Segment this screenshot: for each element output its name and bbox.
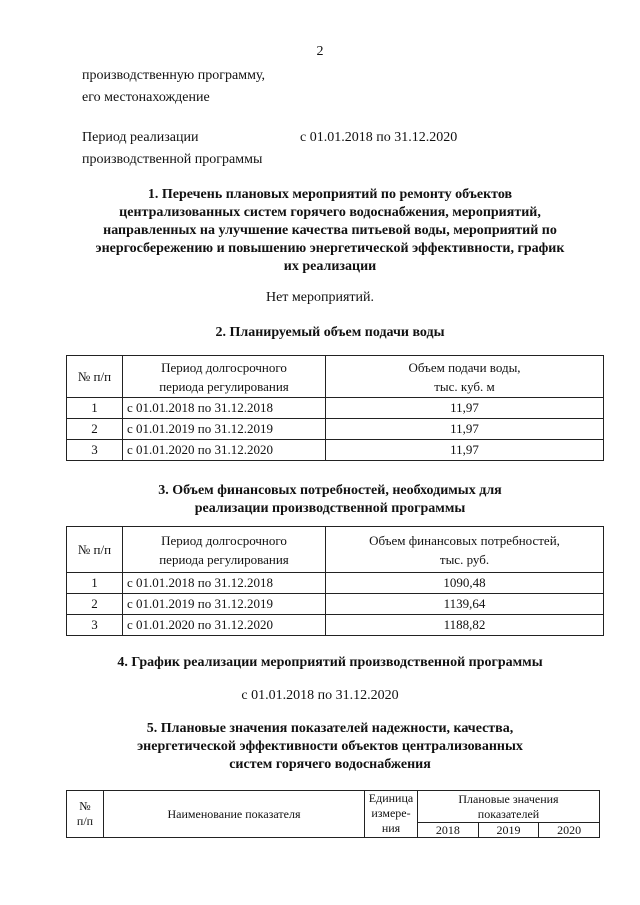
row-value: 1188,82 <box>326 615 604 636</box>
row-num: 1 <box>67 573 123 594</box>
header-num <box>67 791 104 838</box>
header-period-line: Период долгосрочного <box>161 532 287 548</box>
section1-note: Нет мероприятий. <box>265 290 375 305</box>
section5-title-line: систем горячего водоснабжения <box>229 757 431 772</box>
row-value: 1090,48 <box>326 573 604 594</box>
row-num: 3 <box>67 440 123 461</box>
section3-title-line: реализации производственной программы <box>194 501 466 516</box>
header-planned-line: Плановые значения <box>458 791 559 806</box>
header-unit-line: измере- <box>371 806 411 820</box>
row-num: 3 <box>67 615 123 636</box>
section5-title-line: 5. Плановые значения показателей надежности, качества, <box>146 721 514 736</box>
row-value: 11,97 <box>326 419 604 440</box>
header-value-line: Объем финансовых потребностей, <box>369 532 560 548</box>
row-value: 1139,64 <box>326 594 604 615</box>
header-period-line: периода регулирования <box>159 378 289 394</box>
header-num: № п/п <box>67 356 123 398</box>
header-period <box>123 356 326 398</box>
header-value-line: тыс. руб. <box>439 551 490 567</box>
indicators-table <box>66 790 600 838</box>
page-number: 2 <box>316 44 324 59</box>
header-value-line: Объем подачи воды, <box>408 359 521 375</box>
section1-title-line: направленных на улучшение качества питьевой воды, мероприятий по <box>103 223 557 238</box>
header-num-line: п/п <box>76 814 94 828</box>
header-num: № п/п <box>67 527 123 573</box>
header-unit <box>365 791 418 838</box>
row-period: с 01.01.2018 по 31.12.2018 <box>123 573 326 594</box>
section1-title <box>60 186 600 276</box>
section5-title-line: энергетической эффективности объектов централизованных <box>137 739 523 754</box>
period-label-2: производственной программы <box>82 152 263 167</box>
row-num: 1 <box>67 398 123 419</box>
header-value-line: тыс. куб. м <box>434 378 495 394</box>
row-period: с 01.01.2019 по 31.12.2019 <box>123 594 326 615</box>
header-indicator-name: Наименование показателя <box>104 791 365 838</box>
table-row <box>67 419 604 440</box>
intro-line-2: его местонахождение <box>82 90 210 105</box>
water-volume-table <box>66 355 604 461</box>
row-num: 2 <box>67 419 123 440</box>
section1-title-line: централизованных систем горячего водоснабжения, мероприятий, <box>119 205 541 220</box>
header-num-line: № <box>79 799 91 813</box>
period-value: с 01.01.2018 по 31.12.2020 <box>300 130 458 145</box>
table-row <box>67 594 604 615</box>
row-num: 2 <box>67 594 123 615</box>
section5-title <box>60 720 600 774</box>
header-unit-line: Единица <box>368 791 414 805</box>
table-row <box>67 573 604 594</box>
section3-title <box>60 482 600 518</box>
table-row <box>67 615 604 636</box>
header-year: 2020 <box>539 823 600 838</box>
row-period: с 01.01.2020 по 31.12.2020 <box>123 440 326 461</box>
section2-title: 2. Планируемый объем подачи воды <box>215 325 445 340</box>
table-header-row <box>67 791 600 823</box>
section1-title-line: их реализации <box>283 259 377 274</box>
table-header-row <box>67 356 604 398</box>
section1-title-line: 1. Перечень плановых мероприятий по ремонту объектов <box>147 187 513 202</box>
header-year: 2019 <box>478 823 539 838</box>
section4-period: с 01.01.2018 по 31.12.2020 <box>241 688 399 703</box>
header-planned-values <box>418 791 600 823</box>
financial-needs-table <box>66 526 604 636</box>
section1-title-line: энергосбережению и повышению энергетической эффективности, график <box>95 241 565 256</box>
header-period <box>123 527 326 573</box>
row-value: 11,97 <box>326 440 604 461</box>
row-period: с 01.01.2019 по 31.12.2019 <box>123 419 326 440</box>
section3-title-line: 3. Объем финансовых потребностей, необходимых для <box>158 483 502 498</box>
table-row <box>67 398 604 419</box>
header-period-line: Период долгосрочного <box>161 359 287 375</box>
period-label-1: Период реализации <box>82 130 199 145</box>
header-year: 2018 <box>418 823 479 838</box>
table-row <box>67 440 604 461</box>
header-period-line: периода регулирования <box>159 551 289 567</box>
header-planned-line: показателей <box>477 806 540 821</box>
header-value <box>326 356 604 398</box>
header-value <box>326 527 604 573</box>
row-period: с 01.01.2018 по 31.12.2018 <box>123 398 326 419</box>
header-unit-line: ния <box>381 821 401 835</box>
section4-title: 4. График реализации мероприятий производственной программы <box>117 655 543 670</box>
row-value: 11,97 <box>326 398 604 419</box>
row-period: с 01.01.2020 по 31.12.2020 <box>123 615 326 636</box>
table-header-row <box>67 527 604 573</box>
intro-line-1: производственную программу, <box>82 68 266 83</box>
